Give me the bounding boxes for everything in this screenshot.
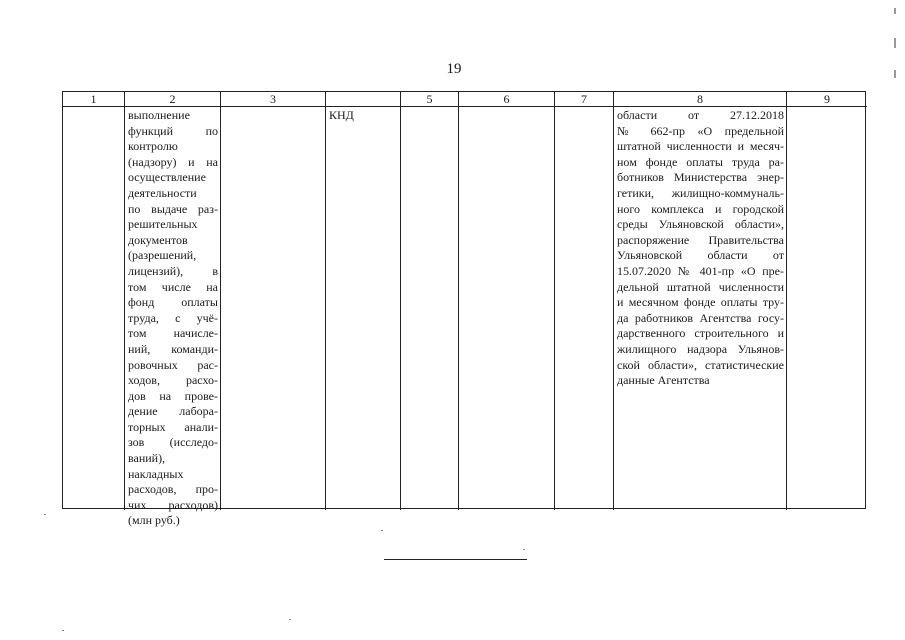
- indicator-text-line: деятельности: [128, 185, 197, 200]
- indicator-text-line: ходов, расхо-: [128, 373, 218, 388]
- indicator-text-line: контролю: [128, 139, 178, 154]
- scan-speck: [523, 549, 525, 550]
- source-text-line: и месячном фонде оплаты тру-: [617, 295, 784, 310]
- header-col-1: 1: [63, 92, 125, 107]
- indicator-text-line: ваний),: [128, 451, 166, 466]
- indicator-text-line: (надзору) и на: [128, 154, 218, 169]
- source-text-line: ской области», статистические: [617, 357, 784, 372]
- source-text-line: ботников Министерства энер-: [617, 170, 784, 185]
- indicator-text-line: осуществление: [128, 170, 206, 185]
- source-text-line: области от 27.12.2018: [617, 108, 784, 122]
- header-col-4: [326, 92, 401, 107]
- indicator-text-line: зов (исследо-: [128, 435, 218, 450]
- source-text-line: среды Ульяновской области»,: [617, 217, 784, 232]
- source-text-line: дарственного строительного и: [617, 326, 784, 341]
- cell-col-7: [555, 107, 614, 510]
- source-text-line: № 662-пр «О предельной: [617, 123, 784, 138]
- indicator-text-line: ний, команди-: [128, 341, 218, 356]
- header-col-5: 5: [401, 92, 459, 107]
- source-text-line: штатной численности и месяч-: [617, 139, 784, 154]
- cell-col-6: [459, 107, 555, 510]
- data-table: [62, 91, 866, 528]
- indicator-text-line: том числе на: [128, 279, 218, 294]
- cell-col-9: [787, 107, 867, 510]
- indicator-text-line: по выдаче раз-: [128, 201, 218, 216]
- cell-source-documents: [614, 107, 787, 510]
- indicator-text-line: фонд оплаты: [128, 295, 218, 310]
- source-text-line: ном фонде оплаты труда ра-: [617, 154, 784, 169]
- indicator-text-line: документов: [128, 232, 188, 247]
- indicator-text-line: накладных: [128, 466, 184, 481]
- indicator-text-line: торных анали-: [128, 419, 218, 434]
- source-text-line: данные Агентства: [617, 373, 710, 388]
- scan-edge-mark: [894, 38, 896, 48]
- indicator-text-line: дов на прове-: [128, 388, 218, 403]
- header-col-8: 8: [614, 92, 787, 107]
- page-number: 19: [446, 61, 462, 77]
- indicator-text-line: (разрешений,: [128, 248, 197, 263]
- scan-speck: [62, 630, 64, 631]
- footer-rule: [384, 559, 527, 560]
- scan-edge-mark: [894, 8, 896, 14]
- indicator-text-line: ровочных рас-: [128, 357, 218, 372]
- scan-speck: [381, 530, 383, 531]
- header-col-9: 9: [787, 92, 867, 107]
- cell-col-4: КНД: [326, 107, 401, 510]
- cell-indicator-description: [125, 107, 221, 528]
- source-text-line: распоряжение Правительства: [617, 232, 784, 247]
- indicator-text-line: выполнение: [128, 108, 190, 122]
- source-text-line: Ульяновской области от: [617, 248, 784, 263]
- cell-col-5: [401, 107, 459, 510]
- indicator-text-line: том начисле-: [128, 326, 218, 341]
- header-col-2: 2: [125, 92, 221, 107]
- source-text-line: ного комплекса и городской: [617, 201, 784, 216]
- indicator-text-line: труда, с учё-: [128, 310, 218, 325]
- source-text-line: гетики, жилищно-коммуналь-: [617, 185, 784, 200]
- indicator-text-line: лицензий), в: [128, 263, 218, 278]
- header-col-6: 6: [459, 92, 555, 107]
- header-col-7: 7: [555, 92, 614, 107]
- indicator-text-line: (млн руб.): [128, 513, 180, 528]
- scan-edge-mark: [894, 70, 896, 78]
- cell-col-3: [221, 107, 326, 510]
- source-text-line: 15.07.2020 № 401-пр «О пре-: [617, 263, 784, 278]
- indicator-text-line: дение лабора-: [128, 404, 218, 419]
- indicator-text-line: функций по: [128, 123, 218, 138]
- indicator-text-line: решительных: [128, 217, 198, 232]
- source-text-line: жилищного надзора Ульянов-: [617, 341, 784, 356]
- cell-col-1: [63, 107, 125, 510]
- indicator-text-line: чих расходов): [128, 497, 218, 512]
- header-col-3: 3: [221, 92, 326, 107]
- source-text-line: да работников Агентства госу-: [617, 310, 784, 325]
- scan-speck: [289, 619, 291, 620]
- source-text-line: дельной штатной численности: [617, 279, 784, 294]
- scan-speck: [44, 514, 46, 515]
- indicator-text-line: расходов, про-: [128, 482, 218, 497]
